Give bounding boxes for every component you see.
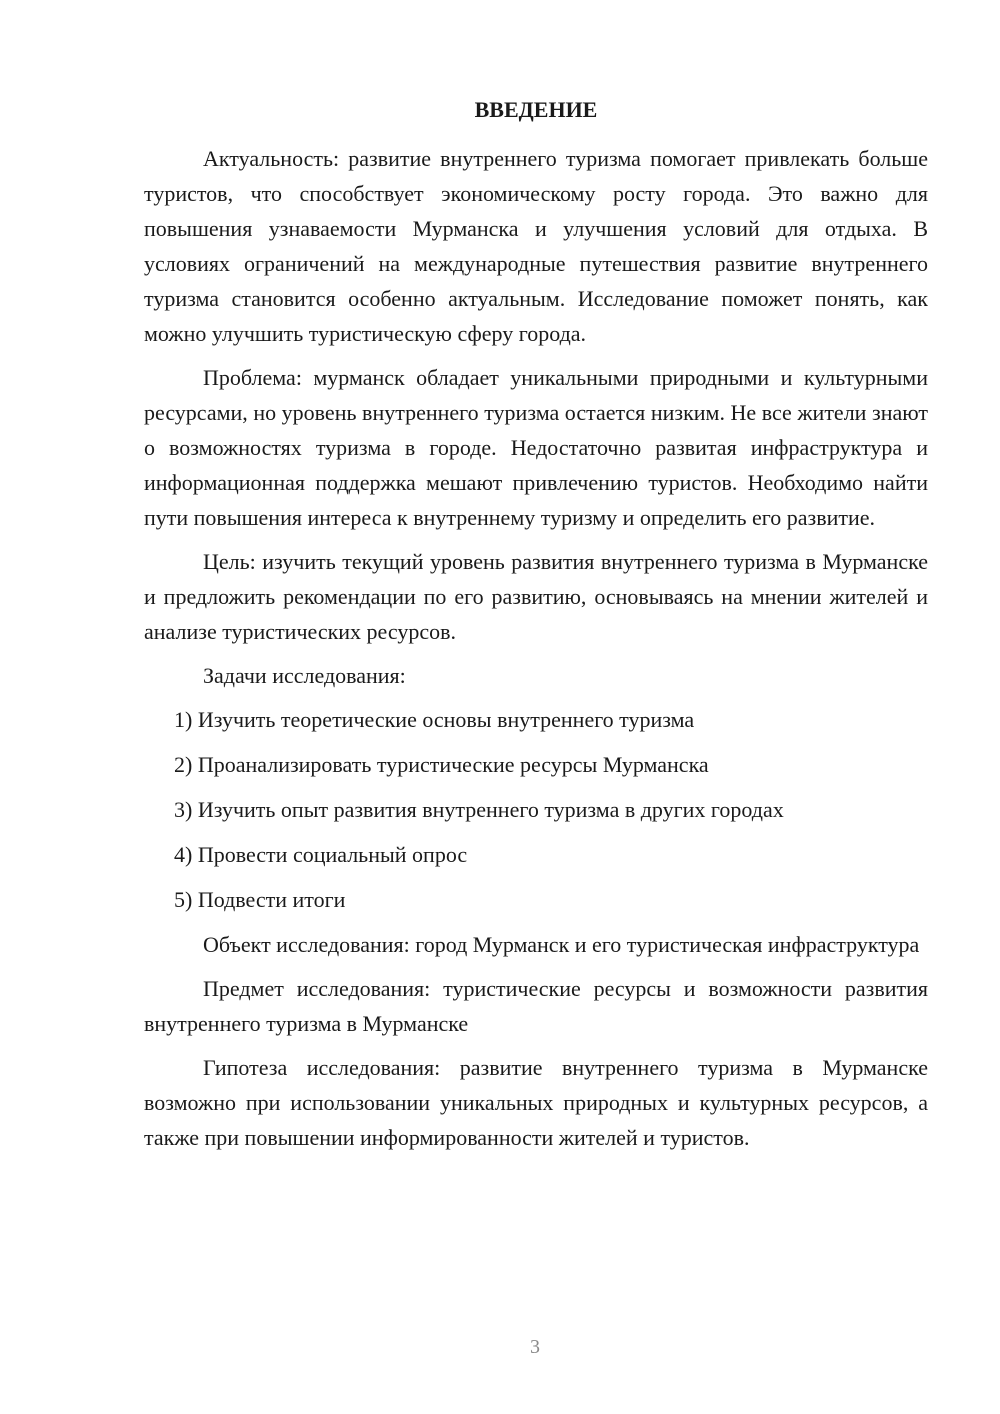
paragraph-problem: Проблема: мурманск обладает уникальными природными и культурными ресурсами, но уровень внутреннего туризма остается низким. Не все жители знают о возможностях туризма в городе. Недостаточно развитая инфраструктура и информационная поддержка мешают привлечению туристов. Необходимо найти пути повышения интереса к внутреннему туризму и определить его развитие. [144, 365, 928, 530]
list-item: 2) Проанализировать туристические ресурсы Мурманска [174, 752, 709, 777]
paragraph-object: Объект исследования: город Мурманск и его туристическая инфраструктура [203, 932, 920, 957]
list-item: 3) Изучить опыт развития внутреннего туризма в других городах [174, 797, 784, 822]
paragraph-tasks-title: Задачи исследования: [203, 663, 406, 688]
paragraph-hypothesis: Гипотеза исследования: развитие внутреннего туризма в Мурманске возможно при использовании уникальных природных и культурных ресурсов, а также при повышении информированности жителей и туристов. [144, 1055, 928, 1150]
section-heading: ВВЕДЕНИЕ [474, 97, 598, 122]
paragraph-subject: Предмет исследования: туристические ресурсы и возможности развития внутреннего туризма в Мурманске [144, 976, 928, 1036]
tasks-list [144, 702, 928, 917]
paragraph-goal: Цель: изучить текущий уровень развития внутреннего туризма в Мурманске и предложить рекомендации по его развитию, основываясь на мнении жителей и анализе туристических ресурсов. [144, 549, 928, 644]
list-item: 5) Подвести итоги [174, 887, 346, 912]
document-page [144, 92, 928, 1164]
list-item: 1) Изучить теоретические основы внутреннего туризма [174, 707, 695, 732]
page-number: 3 [530, 1336, 540, 1358]
list-item: 4) Провести социальный опрос [174, 842, 468, 867]
paragraph-relevance: Актуальность: развитие внутреннего туризма помогает привлекать больше туристов, что способствует экономическому росту города. Это важно для повышения узнаваемости Мурманска и улучшения условий для отдыха. В условиях ограничений на международные путешествия развитие внутреннего туризма становится особенно актуальным. Исследование поможет понять, как можно улучшить туристическую сферу города. [144, 146, 928, 346]
